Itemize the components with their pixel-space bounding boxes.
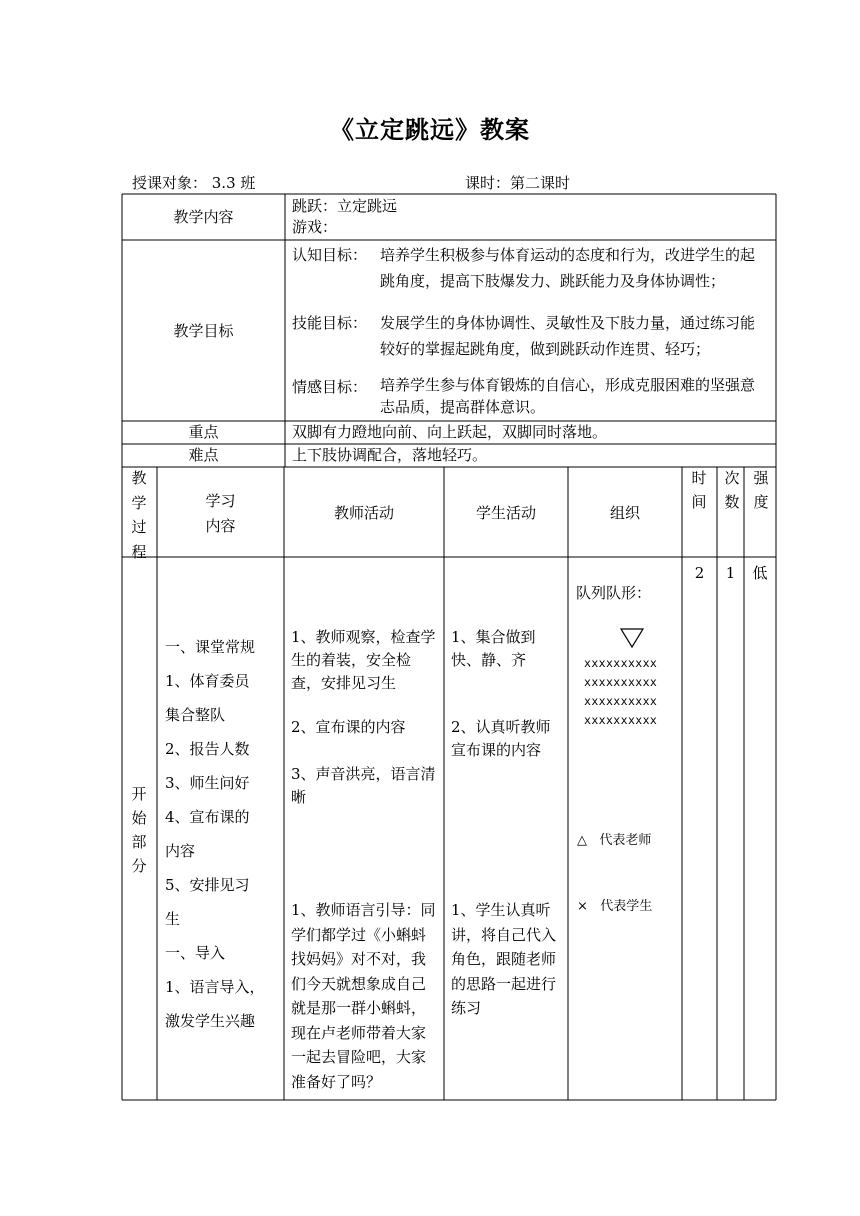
goal-skill-text: 发展学生的身体协调性、灵敏性及下肢力量，通过练习能较好的掌握起跳角度，做到跳跃动作连贯、轻巧； [380,314,756,358]
student-activity-3: 1、学生认真听讲，将自己代入角色，跟随老师的思路一起进行练习 [451,901,557,1017]
header-org: 组织 [609,504,640,522]
header-study-line2: 内容 [205,517,236,535]
section-time: 2 [694,564,705,582]
period-label: 课时：第二课时 [465,174,571,192]
header-intensity: 强度 [753,469,769,511]
formation-row: xxxxxxxxxx [584,694,658,708]
section-count: 1 [725,564,736,582]
org-legend [577,786,652,940]
study-item: 一、课堂常规 [165,638,256,656]
study-item: 一、导入 [165,944,226,962]
study-item: 2、报告人数 [165,740,250,758]
header-process: 教学过程 [131,469,147,561]
study-item: 1、语言导入， [165,978,265,996]
teacher-activity-3: 3、声音洪亮，语言清晰 [291,765,436,806]
study-list [165,630,283,1038]
goal-cognitive-label: 认知目标： [292,246,368,264]
key-label: 重点 [188,423,219,441]
study-item: 生 [165,910,181,928]
study-item: 1、体育委员 [165,672,250,690]
header-time: 时间 [691,469,707,511]
header-count: 次数 [724,469,740,511]
legend-teacher: △ 代表老师 [577,833,652,848]
section-name: 开始部分 [131,785,147,875]
formation-row: xxxxxxxxxx [584,713,658,727]
goal-emotion-label: 情感目标： [292,378,368,396]
teacher-triangle-icon [620,628,644,648]
content-line-1: 跳跃：立定跳远 [292,197,398,215]
org-title: 队列队形： [576,584,652,602]
study-item: 集合整队 [165,706,226,724]
header-student: 学生活动 [475,504,536,522]
student-activity-1: 1、集合做到快、静、齐 [451,628,536,669]
goal-emotion-text: 培养学生参与体育锻炼的自信心，形成克服困难的坚强意志品质，提高群体意识。 [380,376,756,416]
content-line-2: 游戏： [292,218,338,236]
goals-label: 教学目标 [173,322,234,340]
formation-rows [584,654,657,730]
study-item: 4、宣布课的 [165,808,250,826]
formation-row: xxxxxxxxxx [584,656,658,670]
legend-student: × 代表学生 [577,899,653,914]
content-label: 教学内容 [173,208,234,226]
header-teacher: 教师活动 [333,504,394,522]
goal-cognitive-text: 培养学生积极参与体育运动的态度和行为，改进学生的起跳角度，提高下肢爆发力、跳跃能力及身体协调性； [380,246,756,290]
teacher-activity-4: 1、教师语言引导：同学们都学过《小蝌蚪找妈妈》对不对，我们今天就想象成自己就是那一群小蝌蚪，现在卢老师带着大家一起去冒险吧，大家准备好了吗？ [291,901,436,1091]
teacher-activity-1: 1、教师观察，检查学生的着装，安全检查，安排见习生 [291,628,436,692]
student-activity-2: 2、认真听教师宣布课的内容 [451,718,551,759]
page-title: 《立定跳远》教案 [330,116,530,144]
header-study-line1: 学习 [205,492,236,510]
study-item: 5、安排见习 [165,876,250,894]
difficulty-text: 上下肢协调配合，落地轻巧。 [292,446,488,464]
goal-skill-label: 技能目标： [292,314,368,332]
study-item: 激发学生兴趣 [165,1012,256,1030]
formation-row: xxxxxxxxxx [584,675,658,689]
teacher-activity-2: 2、宣布课的内容 [291,718,406,736]
section-intensity: 低 [752,564,768,582]
key-text: 双脚有力蹬地向前、向上跃起，双脚同时落地。 [292,423,608,441]
class-label: 授课对象： 3.3 班 [132,174,256,192]
difficulty-label: 难点 [188,446,219,464]
study-item: 3、师生问好 [165,774,250,792]
study-item: 内容 [165,842,196,860]
